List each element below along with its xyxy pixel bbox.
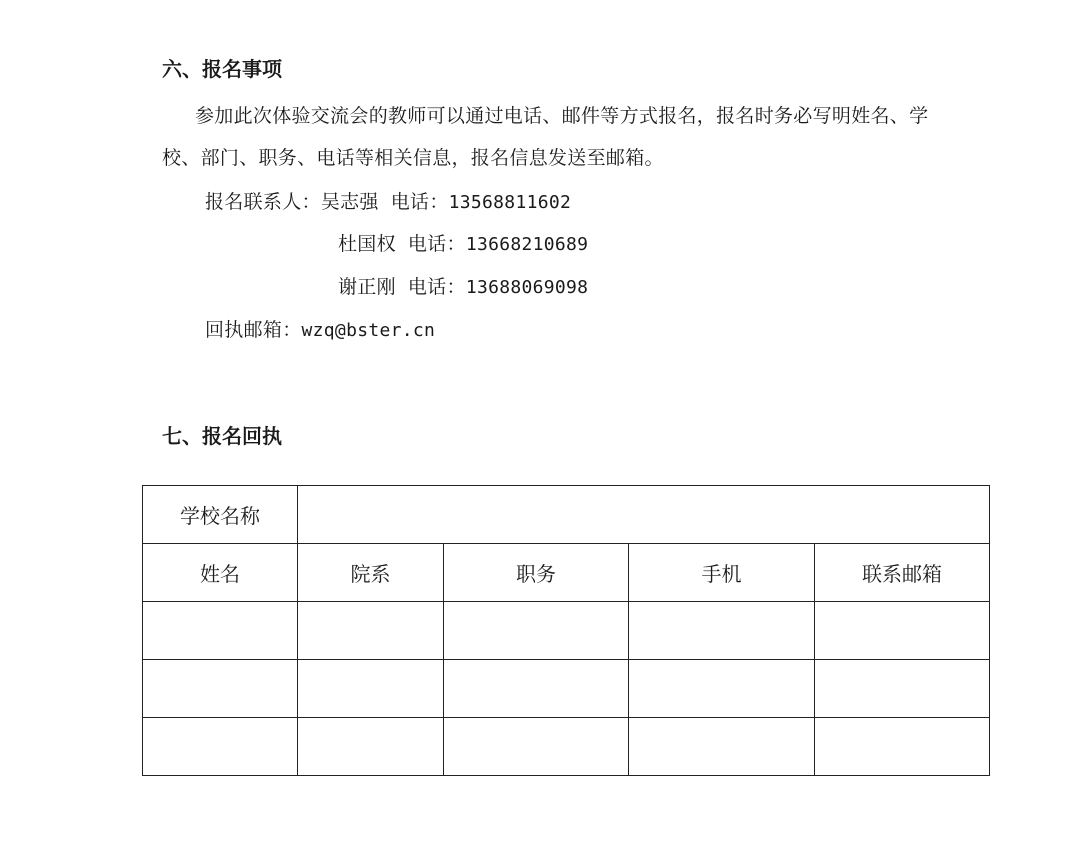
table-cell[interactable] xyxy=(629,718,815,776)
contact-line-2 xyxy=(338,231,588,258)
phone-label: 电话： xyxy=(407,233,466,255)
header-row xyxy=(143,544,990,602)
contact-phone: 13568811602 xyxy=(448,192,572,213)
receipt-email: wzq@bster.cn xyxy=(301,320,436,341)
school-name-label: 学校名称 xyxy=(143,486,298,544)
table-cell[interactable] xyxy=(815,660,990,718)
table-row xyxy=(143,602,990,660)
table-row xyxy=(143,718,990,776)
contact-name: 杜国权 xyxy=(338,233,396,255)
contact-phone: 13668210689 xyxy=(465,234,589,255)
table-cell[interactable] xyxy=(298,602,444,660)
table-cell[interactable] xyxy=(143,660,298,718)
phone-label: 电话： xyxy=(390,191,449,213)
email-line xyxy=(205,317,435,344)
table-cell[interactable] xyxy=(143,602,298,660)
table-cell[interactable] xyxy=(298,660,444,718)
table-cell[interactable] xyxy=(815,718,990,776)
table-cell[interactable] xyxy=(629,602,815,660)
contact-line-1 xyxy=(205,189,571,216)
contact-name: 谢正刚 xyxy=(338,276,396,298)
table-cell[interactable] xyxy=(444,602,629,660)
contact-line-3 xyxy=(338,274,588,301)
contact-label: 报名联系人： xyxy=(205,191,321,213)
table-cell[interactable] xyxy=(298,718,444,776)
table-cell[interactable] xyxy=(444,718,629,776)
table-cell[interactable] xyxy=(143,718,298,776)
table-cell[interactable] xyxy=(629,660,815,718)
school-name-cell[interactable] xyxy=(298,486,990,544)
contact-name: 吴志强 xyxy=(320,191,379,213)
header-department: 院系 xyxy=(298,544,444,602)
email-label: 回执邮箱： xyxy=(205,319,302,341)
receipt-table xyxy=(142,485,990,776)
contact-phone: 13688069098 xyxy=(465,277,589,298)
table-cell[interactable] xyxy=(444,660,629,718)
section-6-heading: 六、报名事项 xyxy=(162,57,282,81)
header-name: 姓名 xyxy=(143,544,298,602)
registration-paragraph: 参加此次体验交流会的教师可以通过电话、邮件等方式报名，报名时务必写明姓名、学校、部门、职务、电话等相关信息，报名信息发送至邮箱。 xyxy=(162,105,929,169)
section-7-heading: 七、报名回执 xyxy=(162,424,282,448)
header-mobile: 手机 xyxy=(629,544,815,602)
phone-label: 电话： xyxy=(407,276,466,298)
school-row xyxy=(143,486,990,544)
table-cell[interactable] xyxy=(815,602,990,660)
header-email: 联系邮箱 xyxy=(815,544,990,602)
table-row xyxy=(143,660,990,718)
header-position: 职务 xyxy=(444,544,629,602)
